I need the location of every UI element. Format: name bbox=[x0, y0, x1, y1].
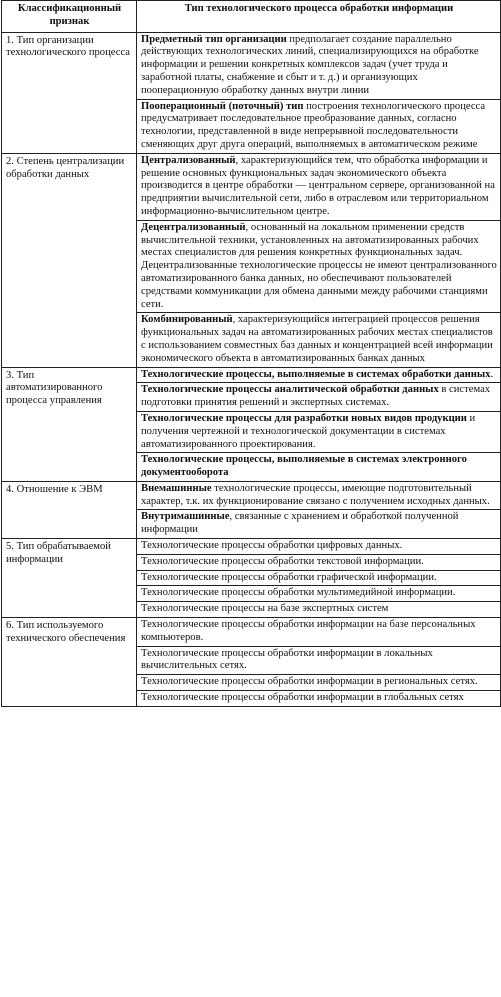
table-row bbox=[2, 32, 501, 99]
process-term: Технологические процессы, выполняемые в системах электронного документооборота bbox=[141, 454, 467, 479]
process-description: и получения чертежной и технологической документации в системах автоматизированного проектирования. bbox=[141, 412, 476, 450]
process-cell: Технологические процессы обработки мультимедийной информации. bbox=[137, 586, 501, 602]
process-term: Централизованный bbox=[141, 154, 236, 166]
process-term: Комбинированный bbox=[141, 314, 233, 326]
process-cell bbox=[137, 99, 501, 153]
process-description: , связанные с хранением и обработкой полученной информации bbox=[141, 511, 459, 536]
process-cell: Технологические процессы обработки цифровых данных. bbox=[137, 539, 501, 555]
process-cell bbox=[137, 32, 501, 99]
process-cell: Технологические процессы обработки информации в локальных вычислительных сетях. bbox=[137, 646, 501, 675]
process-term: Технологические процессы, выполняемые в системах обработки данных bbox=[141, 368, 491, 380]
table-row bbox=[2, 481, 501, 510]
process-cell bbox=[137, 510, 501, 539]
criterion-cell: 4. Отношение к ЭВМ bbox=[2, 481, 137, 538]
header-criterion: Классификационный признак bbox=[2, 1, 137, 33]
process-cell bbox=[137, 313, 501, 367]
process-term: Пооперационный (поточный) тип bbox=[141, 100, 304, 112]
process-description: построения технологического процесса предусматривает последовательное преобразование данных, согласно технологии, представленной в виде непрерывной последовательности сменяющих друг друга операций, выполняемых в автоматическом режиме bbox=[141, 100, 486, 150]
table-row bbox=[2, 367, 501, 383]
classification-table bbox=[1, 0, 501, 707]
process-description: в системах подготовки принятия решений и экспертных системах. bbox=[141, 384, 491, 409]
process-cell: Технологические процессы обработки информации в глобальных сетях bbox=[137, 691, 501, 707]
process-cell bbox=[137, 153, 501, 220]
table-row bbox=[2, 153, 501, 220]
process-cell bbox=[137, 220, 501, 313]
table-row bbox=[2, 539, 501, 555]
process-description: , характеризующийся тем, что обработка информации и решение основных функциональных задач экономического объекта производится в центре обработки — центральном сервере, организованной на предприятии вычислительной сети, либо в отраслевом или территориальном информационно-вычислительном центре. bbox=[141, 154, 495, 217]
process-cell bbox=[137, 411, 501, 452]
process-description: , характеризующийся интеграцией процессов решения функциональных задач на автоматизированных рабочих местах специалистов с использованием совместных баз данных и концентрацией всей информации экономического объекта в автоматизированных банках данных bbox=[141, 314, 493, 364]
process-cell: Технологические процессы обработки графической информации. bbox=[137, 570, 501, 586]
process-cell bbox=[137, 367, 501, 383]
process-description: , основанный на локальном применении средств вычислительной техники, установленных на автоматизированных рабочих местах специалистов для решения конкретных функциональных задач. Децентрализованные технологические процессы не имеют централизованного автоматизированного банка данных, но обеспечивают пользователей средствами коммуникации для обмена данными между рабочими станциями сети. bbox=[141, 221, 497, 310]
process-term: Технологические процессы аналитической обработки данных bbox=[141, 384, 439, 396]
table-row bbox=[2, 618, 501, 647]
process-cell bbox=[137, 383, 501, 412]
table-header-row bbox=[2, 1, 501, 33]
process-description: . bbox=[490, 368, 494, 380]
process-description: предполагает создание параллельно действующих технологических линий, специализирующихся на обработке информации и решении конкретных комплексов задач (учет труда и заработной платы, снабжение и сбыт и т. д.) и организующих пооперационную обработку данных внутри линии bbox=[141, 33, 479, 96]
header-process-type: Тип технологического процесса обработки информации bbox=[137, 1, 501, 33]
process-cell: Технологические процессы обработки текстовой информации. bbox=[137, 554, 501, 570]
criterion-cell: 6. Тип используемого технического обеспечения bbox=[2, 618, 137, 707]
criterion-cell: 2. Степень централизации обработки данных bbox=[2, 153, 137, 367]
process-term: Внутримашинные bbox=[141, 511, 230, 523]
criterion-cell: 3. Тип автоматизированного процесса управления bbox=[2, 367, 137, 481]
process-cell: Технологические процессы на базе экспертных систем bbox=[137, 602, 501, 618]
process-description: технологические процессы, имеющие подготовительный характер, т.к. их функционирование связано с получением исходных данных. bbox=[141, 482, 490, 507]
process-term: Предметный тип организации bbox=[141, 33, 287, 45]
process-cell: Технологические процессы обработки информации на базе персональных компьютеров. bbox=[137, 618, 501, 647]
process-term: Внемашинные bbox=[141, 482, 212, 494]
process-cell bbox=[137, 453, 501, 482]
criterion-cell: 5. Тип обрабатываемой информации bbox=[2, 539, 137, 618]
process-term: Технологические процессы для разработки новых видов продукции bbox=[141, 412, 467, 424]
process-term: Децентрализованный bbox=[141, 221, 246, 233]
process-cell: Технологические процессы обработки информации в региональных сетях. bbox=[137, 675, 501, 691]
criterion-cell: 1. Тип организации технологического процесса bbox=[2, 32, 137, 153]
process-cell bbox=[137, 481, 501, 510]
